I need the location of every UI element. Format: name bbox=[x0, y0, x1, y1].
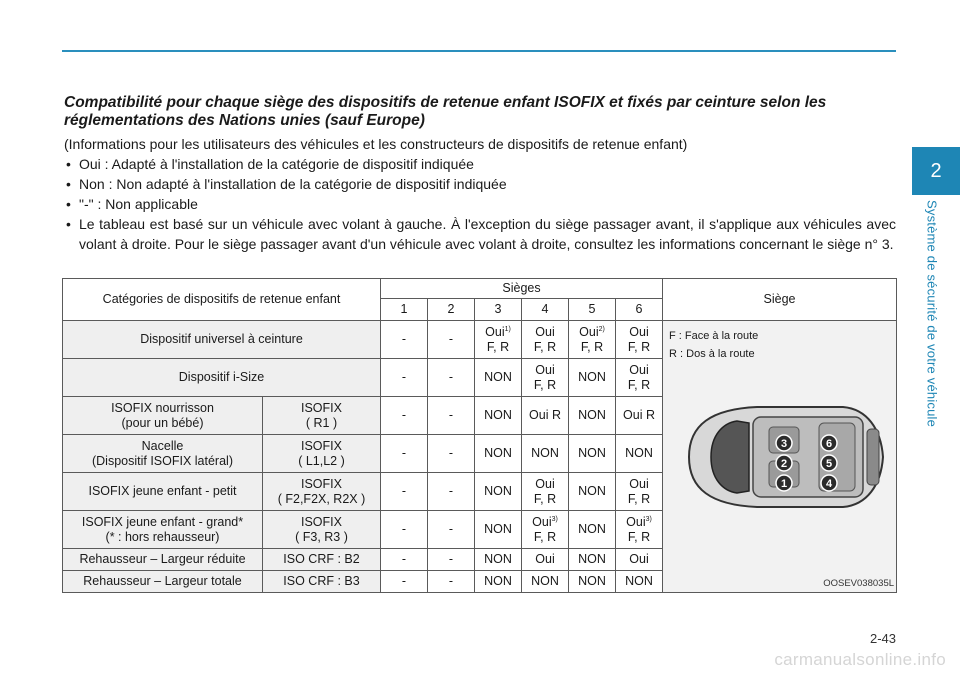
category-label: Rehausseur – Largeur réduite bbox=[79, 552, 246, 566]
seat-number: 3 bbox=[475, 299, 522, 321]
size-label: ISO CRF : B3 bbox=[283, 574, 360, 588]
seat-cell bbox=[522, 321, 569, 359]
seat-cell bbox=[475, 435, 522, 473]
cell-value: Oui bbox=[535, 324, 555, 339]
seat-cell bbox=[569, 549, 616, 571]
seat-marker-label: 5 bbox=[825, 458, 833, 470]
cell-value: Oui bbox=[532, 514, 552, 529]
seat-cell bbox=[381, 397, 428, 435]
seat-cell bbox=[428, 511, 475, 549]
seat-cell bbox=[569, 359, 616, 397]
footnote-ref: 2) bbox=[598, 325, 605, 333]
seat-cell bbox=[569, 571, 616, 593]
seat-cell bbox=[428, 435, 475, 473]
cell-value: Oui bbox=[629, 552, 649, 566]
cell-direction: F, R bbox=[533, 491, 557, 506]
cell-value: - bbox=[448, 446, 454, 460]
cell-value: NON bbox=[484, 484, 512, 498]
cell-value: NON bbox=[484, 446, 512, 460]
seat-cell bbox=[475, 511, 522, 549]
category-sublabel: (* : hors rehausseur) bbox=[105, 529, 220, 544]
cell-value: NON bbox=[578, 522, 606, 536]
cell-value: - bbox=[448, 522, 454, 536]
cell-value: Oui bbox=[485, 324, 505, 339]
header-category: Catégories de dispositifs de retenue enfant bbox=[63, 279, 381, 321]
seat-cell bbox=[616, 571, 663, 593]
seat-cell bbox=[381, 435, 428, 473]
seat-cell bbox=[522, 359, 569, 397]
size-label: ISOFIX bbox=[301, 400, 342, 415]
cell-value: Oui bbox=[579, 324, 599, 339]
footnote-ref: 3) bbox=[551, 515, 558, 523]
list-item: • Non : Non adapté à l'installation de la catégorie de dispositif indiquée bbox=[64, 174, 896, 194]
header-rule bbox=[62, 50, 896, 52]
row-category bbox=[63, 511, 263, 549]
cell-value: - bbox=[401, 332, 407, 346]
cell-direction: F, R bbox=[533, 377, 557, 392]
seat-cell bbox=[381, 549, 428, 571]
header-seats: Sièges bbox=[381, 279, 663, 299]
cell-value: Oui bbox=[535, 362, 555, 377]
cell-value: NON bbox=[578, 408, 606, 422]
compatibility-table bbox=[62, 278, 897, 593]
seat-number: 4 bbox=[522, 299, 569, 321]
page-number: 2-43 bbox=[869, 631, 896, 646]
cell-value: NON bbox=[531, 574, 559, 588]
cell-value: - bbox=[448, 484, 454, 498]
row-category bbox=[63, 473, 263, 511]
cell-value: NON bbox=[625, 574, 653, 588]
seat-cell bbox=[475, 359, 522, 397]
row-category bbox=[63, 321, 381, 359]
cell-value: - bbox=[401, 552, 407, 566]
seat-cell bbox=[381, 473, 428, 511]
cell-value: - bbox=[401, 484, 407, 498]
cell-value: NON bbox=[484, 522, 512, 536]
cell-value: Oui bbox=[629, 476, 649, 491]
cell-direction: F, R bbox=[627, 529, 651, 544]
image-code: OOSEV038035L bbox=[823, 578, 895, 589]
cell-value: NON bbox=[484, 552, 512, 566]
cell-value: Oui bbox=[535, 552, 555, 566]
seat-cell bbox=[616, 473, 663, 511]
category-sublabel: (Dispositif ISOFIX latéral) bbox=[91, 453, 233, 468]
car-top-view-icon bbox=[671, 387, 887, 527]
table-row bbox=[63, 321, 897, 359]
cell-value: - bbox=[448, 408, 454, 422]
row-size-class bbox=[263, 473, 381, 511]
seat-cell bbox=[522, 435, 569, 473]
row-category bbox=[63, 435, 263, 473]
cell-direction: F, R bbox=[486, 339, 510, 354]
cell-direction: F, R bbox=[580, 339, 604, 354]
seat-cell bbox=[428, 397, 475, 435]
cell-value: NON bbox=[484, 574, 512, 588]
category-label: ISOFIX jeune enfant - grand* bbox=[81, 514, 244, 529]
cell-value: NON bbox=[484, 370, 512, 384]
list-item: • "-" : Non applicable bbox=[64, 194, 896, 214]
seat-cell bbox=[569, 511, 616, 549]
legend-item: F : Face à la route bbox=[669, 330, 759, 342]
cell-value: - bbox=[401, 408, 407, 422]
size-label: ISOFIX bbox=[301, 438, 342, 453]
row-size-class bbox=[263, 571, 381, 593]
seat-cell bbox=[475, 571, 522, 593]
seat-cell bbox=[381, 571, 428, 593]
seat-cell bbox=[522, 549, 569, 571]
seat-marker-label: 3 bbox=[780, 438, 788, 450]
seat-cell bbox=[428, 473, 475, 511]
seat-number: 2 bbox=[428, 299, 475, 321]
row-category bbox=[63, 359, 381, 397]
category-label: Nacelle bbox=[141, 438, 184, 453]
row-size-class bbox=[263, 511, 381, 549]
cell-value: Oui bbox=[626, 514, 646, 529]
seat-cell bbox=[569, 435, 616, 473]
category-sublabel: (pour un bébé) bbox=[121, 415, 204, 430]
legend-item: R : Dos à la route bbox=[669, 348, 755, 360]
seat-cell bbox=[522, 473, 569, 511]
cell-value: - bbox=[448, 332, 454, 346]
watermark: carmanualsonline.info bbox=[774, 650, 946, 669]
cell-value: - bbox=[448, 574, 454, 588]
size-label: ISOFIX bbox=[301, 476, 342, 491]
seat-cell bbox=[475, 397, 522, 435]
seat-cell bbox=[616, 435, 663, 473]
seat-cell bbox=[381, 511, 428, 549]
seat-cell bbox=[475, 321, 522, 359]
list-item: • Le tableau est basé sur un véhicule avec volant à gauche. À l'exception du siège passager avant, il s'applique aux véhicules avec volant à droite. Pour le siège passager avant d'un véhicule avec volant à droite, consultez les informations concernant le siège n° 3. bbox=[64, 214, 896, 254]
seat-cell bbox=[616, 549, 663, 571]
seat-diagram-cell bbox=[663, 321, 897, 593]
cell-direction: F, R bbox=[533, 339, 557, 354]
seat-cell bbox=[381, 359, 428, 397]
seat-cell bbox=[616, 321, 663, 359]
cell-value: NON bbox=[578, 552, 606, 566]
cell-direction: F, R bbox=[627, 377, 651, 392]
seat-cell bbox=[428, 549, 475, 571]
category-label: Dispositif i-Size bbox=[178, 370, 265, 384]
cell-value: Oui bbox=[629, 324, 649, 339]
cell-direction: F, R bbox=[627, 339, 651, 354]
chapter-title: Système de sécurité de votre véhicule bbox=[924, 200, 940, 428]
seat-number: 5 bbox=[569, 299, 616, 321]
row-size-class bbox=[263, 435, 381, 473]
seat-cell bbox=[569, 473, 616, 511]
seat-cell bbox=[569, 397, 616, 435]
size-sublabel: ( L1,L2 ) bbox=[298, 453, 345, 468]
seat-cell bbox=[381, 321, 428, 359]
footnote-ref: 1) bbox=[504, 325, 511, 333]
seat-cell bbox=[616, 397, 663, 435]
section-content bbox=[64, 94, 896, 254]
cell-value: NON bbox=[484, 408, 512, 422]
seat-cell bbox=[616, 511, 663, 549]
cell-value: - bbox=[401, 574, 407, 588]
seat-cell bbox=[428, 359, 475, 397]
cell-value: NON bbox=[578, 370, 606, 384]
row-size-class bbox=[263, 397, 381, 435]
seat-cell bbox=[475, 549, 522, 571]
cell-value: Oui R bbox=[623, 408, 655, 422]
seat-number: 6 bbox=[616, 299, 663, 321]
row-size-class bbox=[263, 549, 381, 571]
cell-value: Oui R bbox=[529, 408, 561, 422]
cell-value: NON bbox=[625, 446, 653, 460]
seat-marker-label: 2 bbox=[780, 458, 788, 470]
list-item: • Oui : Adapté à l'installation de la catégorie de dispositif indiquée bbox=[64, 154, 896, 174]
row-category bbox=[63, 571, 263, 593]
cell-value: - bbox=[448, 370, 454, 384]
cell-direction: F, R bbox=[533, 529, 557, 544]
chapter-tab: 2 bbox=[912, 147, 960, 195]
seat-number: 1 bbox=[381, 299, 428, 321]
category-label: Dispositif universel à ceinture bbox=[140, 332, 303, 346]
size-label: ISO CRF : B2 bbox=[283, 552, 360, 566]
cell-value: NON bbox=[578, 574, 606, 588]
header-seat: Siège bbox=[663, 279, 897, 321]
seat-marker-label: 1 bbox=[780, 478, 788, 490]
size-label: ISOFIX bbox=[301, 514, 342, 529]
seat-cell bbox=[522, 571, 569, 593]
direction-legend bbox=[663, 321, 896, 363]
section-title: Compatibilité pour chaque siège des dispositifs de retenue enfant ISOFIX et fixés par ceinture selon les réglementations des Nations unies (sauf Europe) bbox=[64, 94, 827, 129]
size-sublabel: ( F3, R3 ) bbox=[295, 529, 348, 544]
cell-value: Oui bbox=[629, 362, 649, 377]
category-label: ISOFIX jeune enfant - petit bbox=[88, 484, 237, 498]
seat-cell bbox=[616, 359, 663, 397]
seat-cell bbox=[428, 321, 475, 359]
cell-direction: F, R bbox=[627, 491, 651, 506]
cell-value: - bbox=[401, 522, 407, 536]
cell-value: - bbox=[401, 370, 407, 384]
seat-cell bbox=[522, 397, 569, 435]
category-label: Rehausseur – Largeur totale bbox=[83, 574, 242, 588]
row-category bbox=[63, 397, 263, 435]
size-sublabel: ( F2,F2X, R2X ) bbox=[277, 491, 366, 506]
cell-value: - bbox=[401, 446, 407, 460]
category-label: ISOFIX nourrisson bbox=[111, 400, 214, 415]
section-intro: (Informations pour les utilisateurs des véhicules et les constructeurs de dispositifs de retenue enfant) bbox=[64, 136, 688, 152]
seat-cell bbox=[522, 511, 569, 549]
cell-value: - bbox=[448, 552, 454, 566]
size-sublabel: ( R1 ) bbox=[305, 415, 338, 430]
seat-cell bbox=[428, 571, 475, 593]
cell-value: NON bbox=[578, 446, 606, 460]
seat-cell bbox=[569, 321, 616, 359]
seat-marker-label: 4 bbox=[825, 478, 833, 490]
cell-value: Oui bbox=[535, 476, 555, 491]
cell-value: NON bbox=[578, 484, 606, 498]
legend-list bbox=[64, 154, 896, 254]
cell-value: NON bbox=[531, 446, 559, 460]
footnote-ref: 3) bbox=[645, 515, 652, 523]
seat-marker-label: 6 bbox=[825, 438, 833, 450]
seat-cell bbox=[475, 473, 522, 511]
row-category bbox=[63, 549, 263, 571]
